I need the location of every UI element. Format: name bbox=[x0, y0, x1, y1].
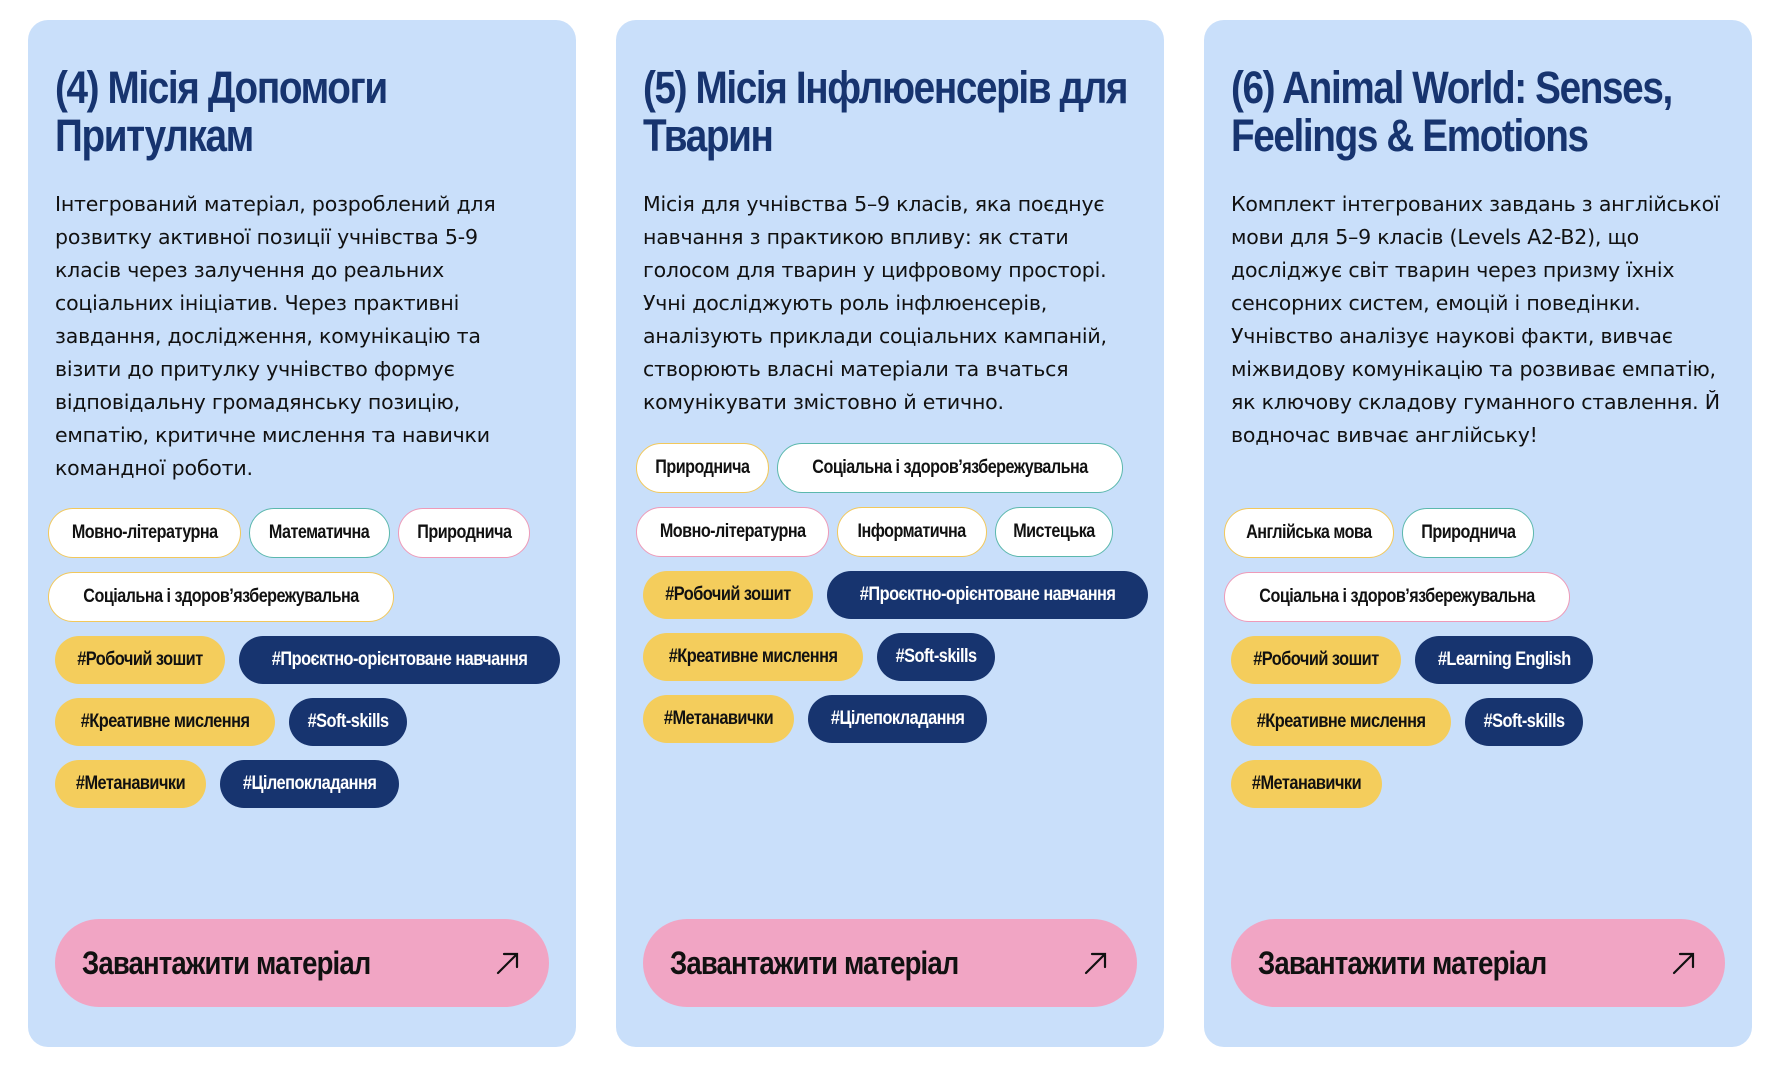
hashtag-chip[interactable] bbox=[220, 760, 399, 808]
subject-tag[interactable] bbox=[398, 508, 531, 558]
subject-tag-label: Природнича bbox=[655, 457, 750, 478]
hashtag-chip[interactable] bbox=[1465, 698, 1583, 746]
subject-tag[interactable] bbox=[636, 507, 829, 557]
subject-tag-label: Математична bbox=[269, 522, 370, 543]
hashtag-chip[interactable] bbox=[55, 760, 206, 808]
subject-tag[interactable] bbox=[48, 572, 394, 622]
hashtag-label: #Метанавички bbox=[75, 773, 186, 794]
subject-tag[interactable] bbox=[1402, 508, 1535, 558]
material-card bbox=[1204, 20, 1752, 1047]
hashtag-label: #Soft-skills bbox=[1483, 711, 1565, 732]
hashtag-label: #Креативне мислення bbox=[668, 646, 838, 667]
hashtag-label: #Робочий зошит bbox=[665, 584, 791, 605]
material-card bbox=[28, 20, 576, 1047]
hashtag-label: #Проєктно-орієнтоване навчання bbox=[859, 584, 1116, 605]
hashtag-chip[interactable] bbox=[643, 571, 813, 619]
card-description: Місія для учнівства 5–9 класів, яка поєднує навчання з практикою впливу: як стати голосом для тварин у цифровому просторі. Учні досліджують роль інфлюенсерів, аналізують приклади соціальних кампаній, створюють власні матеріали та вчаться комунікувати змістовно й етично. bbox=[643, 192, 1107, 414]
hashtag-chip[interactable] bbox=[643, 695, 794, 743]
hashtag-row bbox=[55, 698, 556, 746]
subject-tag-label: Природнича bbox=[1420, 522, 1516, 543]
material-card bbox=[616, 20, 1164, 1047]
download-material-button[interactable] bbox=[643, 919, 1137, 1007]
hashtag-label: #Креативне мислення bbox=[80, 711, 250, 732]
hashtag-chip[interactable] bbox=[877, 633, 995, 681]
hashtag-chip[interactable] bbox=[1231, 698, 1451, 746]
subject-tag-row bbox=[636, 443, 1144, 493]
hashtag-row bbox=[1231, 636, 1732, 684]
download-material-button[interactable] bbox=[1231, 919, 1725, 1007]
subject-tag[interactable] bbox=[1224, 572, 1570, 622]
hashtag-row bbox=[643, 695, 1144, 743]
arrow-up-right-icon bbox=[1083, 950, 1109, 976]
hashtag-chip[interactable] bbox=[827, 571, 1148, 619]
materials-card-grid bbox=[28, 20, 1752, 1047]
hashtag-chip[interactable] bbox=[1415, 636, 1594, 684]
hashtag-label: #Робочий зошит bbox=[77, 649, 203, 670]
hashtag-chip[interactable] bbox=[289, 698, 407, 746]
hashtag-label: #Метанавички bbox=[1251, 773, 1362, 794]
subject-tag-label: Природнича bbox=[416, 522, 511, 543]
subject-tag-label: Соціальна і здоров’язбережувальна bbox=[1259, 586, 1535, 607]
download-button-label: Завантажити матеріал bbox=[82, 944, 371, 981]
hashtag-chip[interactable] bbox=[1231, 636, 1401, 684]
download-button-label: Завантажити матеріал bbox=[1258, 944, 1547, 981]
subject-tag[interactable] bbox=[636, 443, 769, 493]
subject-tag-label: Мистецька bbox=[1012, 521, 1095, 542]
hashtag-label: #Метанавички bbox=[663, 708, 774, 729]
subject-tag-label: Мовно-літературна bbox=[659, 521, 806, 542]
hashtag-row bbox=[1231, 698, 1732, 746]
tag-list bbox=[636, 443, 1144, 757]
hashtag-row bbox=[643, 571, 1144, 619]
subject-tag-row bbox=[1224, 508, 1732, 558]
subject-tag-row bbox=[636, 507, 1144, 557]
hashtag-chip[interactable] bbox=[55, 698, 275, 746]
hashtag-row bbox=[55, 636, 556, 684]
subject-tag-row bbox=[48, 572, 556, 622]
subject-tag-label: Соціальна і здоров’язбережувальна bbox=[83, 586, 359, 607]
hashtag-row bbox=[643, 633, 1144, 681]
hashtag-row bbox=[1231, 760, 1732, 808]
hashtag-label: #Цілепокладання bbox=[830, 708, 965, 729]
arrow-up-right-icon bbox=[1671, 950, 1697, 976]
card-title: (5) Місія Інфлюенсерів для Тварин bbox=[643, 62, 1128, 161]
hashtag-label: #Soft-skills bbox=[895, 646, 977, 667]
subject-tag[interactable] bbox=[249, 508, 389, 558]
download-material-button[interactable] bbox=[55, 919, 549, 1007]
hashtag-chip[interactable] bbox=[239, 636, 560, 684]
subject-tag[interactable] bbox=[1224, 508, 1394, 558]
subject-tag-row bbox=[1224, 572, 1732, 622]
subject-tag-row bbox=[48, 508, 556, 558]
subject-tag[interactable] bbox=[777, 443, 1123, 493]
hashtag-label: #Learning English bbox=[1437, 649, 1571, 670]
tag-list bbox=[48, 508, 556, 822]
subject-tag-label: Мовно-літературна bbox=[71, 522, 218, 543]
subject-tag[interactable] bbox=[837, 507, 986, 557]
card-title: (4) Місія Допомоги Притулкам bbox=[55, 62, 387, 161]
hashtag-label: #Креативне мислення bbox=[1256, 711, 1426, 732]
hashtag-label: #Проєктно-орієнтоване навчання bbox=[271, 649, 528, 670]
card-description: Інтегрований матеріал, розроблений для розвитку активної позиції учнівства 5-9 класів через залучення до реальних соціальних ініціатив. Через практивні завдання, дослідження, комунікацію та візити до притулку учнівство формує відповідальну громадянську позицію, емпатію, критичне мислення та навички командної роботи. bbox=[55, 192, 496, 480]
hashtag-chip[interactable] bbox=[643, 633, 863, 681]
card-description: Комплект інтегрованих завдань з англійської мови для 5–9 класів (Levels A2-B2), що досліджує світ тварин через призму їхніх сенсорних систем, емоцій і поведінки. Учнівство аналізує наукові факти, вивчає міжвидову комунікацію та розвиває емпатію, як ключову складову гуманного ставлення. Й водночас вивчає англійську! bbox=[1231, 192, 1720, 447]
card-title: (6) Animal World: Senses, Feelings & Emotions bbox=[1231, 62, 1672, 161]
hashtag-row bbox=[55, 760, 556, 808]
download-button-label: Завантажити матеріал bbox=[670, 944, 959, 981]
subject-tag[interactable] bbox=[995, 507, 1113, 557]
subject-tag[interactable] bbox=[48, 508, 241, 558]
hashtag-chip[interactable] bbox=[1231, 760, 1382, 808]
hashtag-label: #Soft-skills bbox=[307, 711, 389, 732]
subject-tag-label: Інформатична bbox=[858, 521, 967, 542]
hashtag-label: #Цілепокладання bbox=[242, 773, 377, 794]
hashtag-chip[interactable] bbox=[808, 695, 987, 743]
hashtag-chip[interactable] bbox=[55, 636, 225, 684]
hashtag-label: #Робочий зошит bbox=[1253, 649, 1379, 670]
subject-tag-label: Англійська мова bbox=[1246, 522, 1372, 543]
arrow-up-right-icon bbox=[495, 950, 521, 976]
tag-list bbox=[1224, 508, 1732, 822]
subject-tag-label: Соціальна і здоров’язбережувальна bbox=[812, 457, 1088, 478]
